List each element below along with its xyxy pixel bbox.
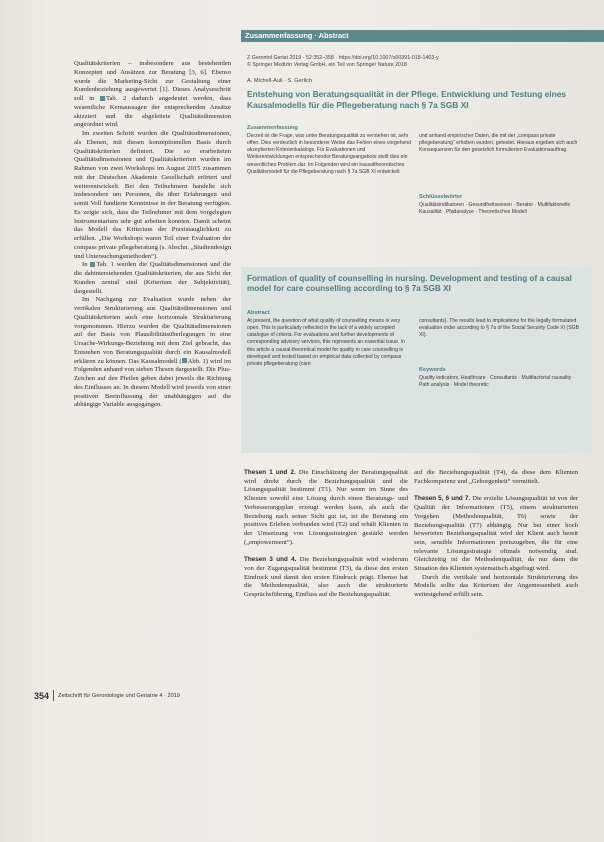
paragraph: Thesen 3 und 4. Die Beziehungsqualität wird wiederum von der Zugangsqualität bestimmt (T3), da diese den ersten Eindruck und damit den ersten Eindruck prägt. Ebenso hat die Methodenqualität, also auch die strukturierte Gesprächsführung, Einfluss auf die Beziehungsqualität.	[244, 556, 408, 599]
citation-line: Z Gerontol Geriat 2019 · 52:352–358 · https://doi.org/10.1007/s00391-018-1403-y	[247, 55, 439, 61]
paragraph: In Tab. 1 werden die Qualitätsdimensionen und die die dahinterstehenden Qualitätskriterien, die aus Sicht der Kunden zentral sind (Kriterium der Subjektivität), dargestellt.	[74, 261, 231, 295]
journal-name: Zeitschrift für Gerontologie und Geriatrie 4 · 2019	[58, 692, 180, 699]
paragraph: Qualitätskriterien – insbesondere aus bestehenden Konzepten und Ansätzen zur Beratung [3, 6]. Ebenso wurde die Marketing-Sicht zur Gestaltung einer Kundenbeziehung ausgewertet [1]. Dieses Analyseschritt soll in Tab. 2 dadurch angedeutet werden, dass wesentliche Kernaussagen der entsprechenden Ansätze skizziert und die abgeleitete Qualitätsdimension angeordnet wird.	[74, 60, 232, 129]
abstract-col1: At present, the question of what quality of counselling means is very open. This is particularly reflected in the lack of a widely accepted catalogue of criteria. For evaluations and further developments of corresponding advisory services, this represents an essential issue. In this article a causal-theoretical model for quality in care counselling is developed and tested based on empirical data collected by compass private pflegeberatung (care	[247, 318, 405, 367]
article-meta	[247, 55, 587, 69]
page-number: 354	[34, 690, 50, 701]
body-middle-column	[244, 469, 408, 600]
paragraph: Im Nachgang zur Evaluation wurde neben der vertikalen Strukturierung aus Qualitätsdimensionen und Qualitätskriterien auch eine horizontale Strukturierung vorgenommen. Hierzu wurden die Qualitätsdimensionen auf der Basis von Plausibilitätsüberlegungen in eine Ursache-Wirkungs-Beziehung mit dem Ziel gebracht, das Entstehen von Beratungsqualität durch ein Kausalmodell erklären zu können. Das Kausalmodell ( Abb. 1) wird im Folgenden anhand von sieben Thesen dargestellt. Die Plus-Zeichen auf den Pfeilen geben dabei jeweils die Richtung des Einflusses an. In diesem Modell wird jeweils von einer positiven Beeinflussung der unabhängigen auf die abhängige Variable ausgegangen.	[74, 296, 231, 409]
copyright-line: © Springer Medizin Verlag GmbH, ein Teil von Springer Nature 2018	[247, 62, 407, 68]
paragraph: Im zweiten Schritt wurden die Qualitätsdimensionen, als Ebenen, mit diesen konzeptionellen Basis durch Qualitätskriterien definiert. Die so erarbeiteten Qualitätsdimensionen und Qualitätskriterien wurden im Rahmen von zwei Workshops im August 2015 zusammen mit der Deutschen Akademie Gesellschaft erörtert und weiterentwickelt. Bei den Teilnehmern handelte sich insbesondere um Personen, die über Erfahrungen und somit Voll fundierte Kenntnisse in der Beratung verfügten. Es zeigte sich, dass die Teilnehmer mit dem vorgelegten Instrumentarium sehr gut arbeiten konnten. Damit scheint das Modell das Kriterium der Praxistauglichkeit zu erfüllen. „Die Workshops waren Teil einer Evaluation der compass private pflegeberatung (s. Abschn. „Studiendesign und Untersuchungsmethoden“).	[74, 130, 231, 260]
authors: A. Michell-Auli · S. Gerlich	[247, 78, 312, 84]
zusammenfassung-col1: Derzeit ist die Frage, was unter Beratungsqualität zu verstehen ist, sehr offen. Dies verdeutlich in besonderer Weise das Fehlen eines vorgehend akzeptierten Kriterienkatalogs. Für Evaluationen und Weiterentwicklungen entsprechender Beratungsangebote stellt dies ein wesentliches Problem dar. Im Folgenden wird ein kausaltheoretisches Qualitätsmodell für die Pflegeberatung nach § 7a SGB XI entwickelt	[247, 133, 412, 175]
abstract-col2: consultants). The results lead to implications for the legally formulated evaluation order according to § 7a of the Social Security Code XI (SGB XI).	[419, 318, 579, 339]
table-ref-icon	[90, 262, 95, 267]
paragraph: Durch die vertikale und horizontale Strukturierung des Modells sollte das Kriterium der Angemessenheit auch weitestgehend erfüllt sein.	[414, 573, 578, 599]
schluesselwoerter-heading: Schlüsselwörter	[419, 194, 463, 200]
paragraph: auf die Beziehungsqualität (T4), da diese dem Klienten Fachkompetenz und „Geborgenheit“ vermittelt.	[414, 469, 578, 485]
zusammenfassung-col2: und anhand empirischer Daten, die mit der „compass private pflegeberatung“ erhoben wurden, getestet. Hieraus ergeben sich auch Konsequenzen für den gesetzlich formulierten Evaluationsauftrag.	[419, 133, 578, 154]
abstract-heading: Abstract	[247, 310, 270, 316]
keywords-text: Quality indicators, Healthcare · Consultants · Multifactorial causality · Path analysis · Model theoretic	[419, 375, 575, 389]
footer-divider	[53, 690, 54, 701]
paragraph: Thesen 1 und 2. Die Einschätzung der Beratungsqualität wird direkt durch die Beziehungsqualität und die Lösungsqualität bestimmt (T1). Nur wenn im Sinne des Klienten sowohl eine Lösung durch einen Beratungs- und Verbesserungsplan erzeugt werden kann, als auch die Beziehung nach seiner Sicht gut ist, ist die Beratung ein positives Erleben verbunden wird (T2) und erhält Klienten in der Umsetzung von Lösungsstrategien gestärkt werden („empowerment“).	[244, 469, 409, 546]
section-banner: Zusammenfassung · Abstract	[241, 30, 604, 42]
keywords-heading: Keywords	[419, 367, 446, 373]
body-right-column	[414, 469, 578, 600]
schluesselwoerter-text: Qualitätsindikatoren · Gesundheitswesen · Berater · Multifaktorielle Kausalität · Pfadanalyse · Theoretisches Modell	[419, 202, 571, 216]
table-ref-icon	[100, 96, 105, 101]
english-title: Formation of quality of counselling in nursing. Development and testing of a causal model for care counselling according to § 7a SGB XI	[247, 274, 572, 294]
german-title: Entstehung von Beratungsqualität in der Pflege. Entwicklung und Testung eines Kausalmodells für die Pflegeberatung nach § 7a SGB XI	[247, 89, 567, 110]
left-text-column	[74, 60, 231, 410]
paragraph: Thesen 5, 6 und 7. Die erzielte Lösungsqualität ist von der Qualität der Informationen (T5), einem strukturierten Vorgehen (Methodenqualität, T6) sowie der Beziehungsqualität (T7) abhängig. Nur bei einer hoch bewerteten Beziehungsqualität wird der Klient auch bereit sein, sensible Informationen preiszugeben, die für eine relevante Lösungsstrategie oftmals notwendig sind. Gleichzeitig ist die Methodenqualität, da nur dann die Situation des Klienten systematisch abgefragt wird.	[414, 495, 578, 573]
zusammenfassung-heading: Zusammenfassung	[247, 125, 298, 131]
page-footer	[34, 690, 180, 701]
figure-ref-icon	[182, 358, 187, 363]
